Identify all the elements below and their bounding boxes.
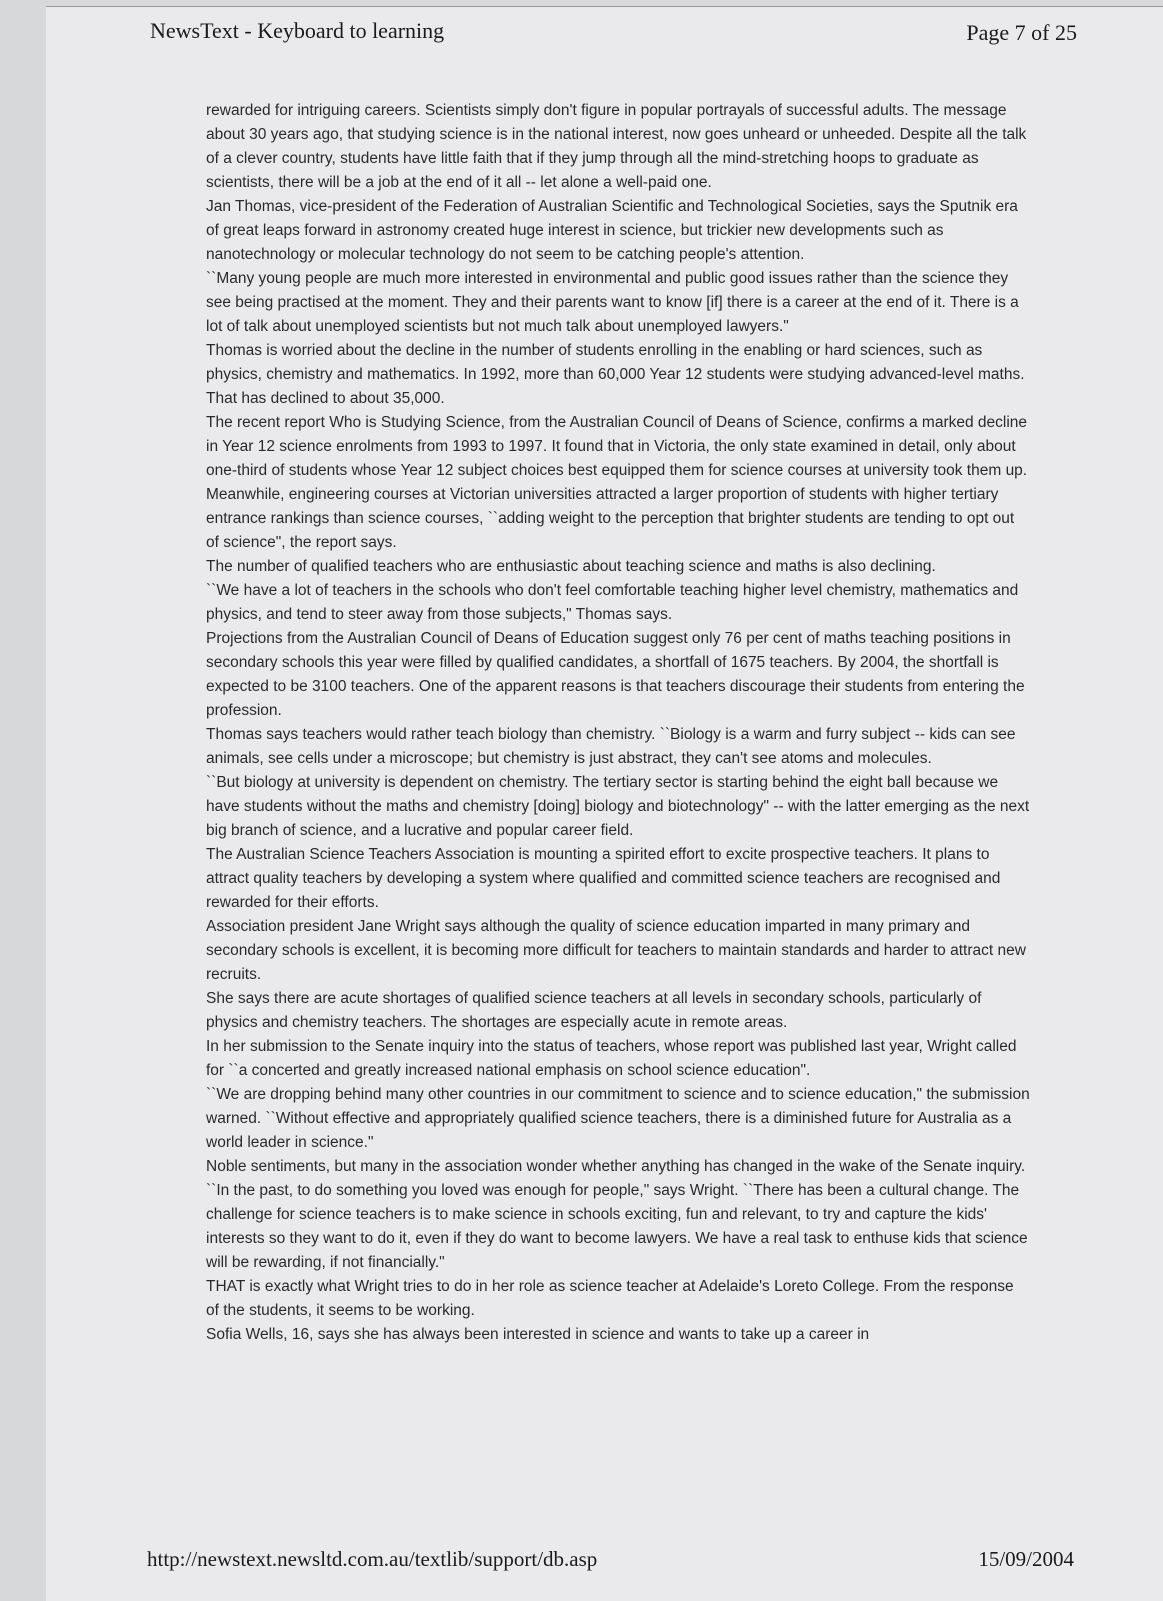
article-paragraph: Thomas is worried about the decline in the number of students enrolling in the enabling or hard sciences, such as physics, chemistry and mathematics. In 1992, more than 60,000 Year 12 students were studying advanced-level maths. That has declined to about 35,000. <box>206 342 1025 407</box>
article-paragraph: Association president Jane Wright says although the quality of science education imparted in many primary and secondary schools is excellent, it is becoming more difficult for teachers to maintain standards and harder to attract new recruits. <box>206 918 1026 983</box>
article-paragraph: She says there are acute shortages of qualified science teachers at all levels in secondary schools, particularly of physics and chemistry teachers. The shortages are especially acute in remote areas. <box>206 990 982 1031</box>
document-header-title: NewsText - Keyboard to learning <box>150 18 445 43</box>
article-paragraph: ``In the past, to do something you loved was enough for people," says Wright. ``There has been a cultural change. The challenge for science teachers is to make science in schools exciting, fun and relevant, to try and capture the kids' interests so they want to do it, even if they do want to become lawyers. We have a real task to enthuse kids that science will be rewarding, if not financially." <box>206 1182 1028 1271</box>
article-paragraph: ``Many young people are much more interested in environmental and public good issues rather than the science they see being practised at the moment. They and their parents want to know [if] there is a career at the end of it. There is a lot of talk about unemployed scientists but not much talk about unemployed lawyers." <box>206 270 1019 335</box>
article-paragraph: Projections from the Australian Council of Deans of Education suggest only 76 per cent of maths teaching positions in secondary schools this year were filled by qualified candidates, a shortfall of 1675 teachers. By 2004, the shortfall is expected to be 3100 teachers. One of the apparent reasons is that teachers discourage their students from entering the profession. <box>206 630 1025 719</box>
article-paragraph: rewarded for intriguing careers. Scientists simply don't figure in popular portrayals of successful adults. The message about 30 years ago, that studying science is in the national interest, now goes unheard or unheeded. Despite all the talk of a clever country, students have little faith that if they jump through all the mind-stretching hoops to graduate as scientists, there will be a job at the end of it all -- let alone a well-paid one. <box>206 102 1027 191</box>
article-paragraph: Noble sentiments, but many in the association wonder whether anything has changed in the wake of the Senate inquiry. <box>206 1158 1026 1175</box>
article-paragraph: The number of qualified teachers who are enthusiastic about teaching science and maths is also declining. <box>206 558 936 575</box>
article-paragraph: The Australian Science Teachers Association is mounting a spirited effort to excite prospective teachers. It plans to attract quality teachers by developing a system where qualified and committed science teachers are recognised and rewarded for their efforts. <box>206 846 1001 911</box>
article-paragraph: ``But biology at university is dependent on chemistry. The tertiary sector is starting behind the eight ball because we have students without the maths and chemistry [doing] biology and biotechnology" -- with the latter emerging as the next big branch of science, and a lucrative and popular career field. <box>206 774 1030 839</box>
article-paragraph: ``We have a lot of teachers in the schools who don't feel comfortable teaching higher level chemistry, mathematics and physics, and tend to steer away from those subjects," Thomas says. <box>206 582 1019 623</box>
footer-date: 15/09/2004 <box>978 1547 1074 1571</box>
article-paragraph: ``We are dropping behind many other countries in our commitment to science and to science education," the submission warned. ``Without effective and appropriately qualified science teachers, there is a diminished future for Australia as a world leader in science." <box>206 1086 1030 1151</box>
footer-url: http://newstext.newsltd.com.au/textlib/support/db.asp <box>147 1547 598 1571</box>
article-paragraph: Sofia Wells, 16, says she has always been interested in science and wants to take up a career in <box>206 1326 870 1343</box>
page-number: Page 7 of 25 <box>966 20 1077 45</box>
article-paragraph: THAT is exactly what Wright tries to do in her role as science teacher at Adelaide's Loreto College. From the response of the students, it seems to be working. <box>206 1278 1014 1319</box>
article-paragraph: The recent report Who is Studying Science, from the Australian Council of Deans of Science, confirms a marked decline in Year 12 science enrolments from 1993 to 1997. It found that in Victoria, the only state examined in detail, only about one-third of students whose Year 12 subject choices best equipped them for science courses at university took them up. Meanwhile, engineering courses at Victorian universities attracted a larger proportion of students with higher tertiary entrance rankings than science courses, ``adding weight to the perception that brighter students are tending to opt out of science", the report says. <box>206 414 1028 551</box>
article-paragraph: Jan Thomas, vice-president of the Federation of Australian Scientific and Technological Societies, says the Sputnik era of great leaps forward in astronomy created huge interest in science, but trickier new developments such as nanotechnology or molecular technology do not seem to be catching people's attention. <box>206 198 1018 263</box>
article-paragraph: Thomas says teachers would rather teach biology than chemistry. ``Biology is a warm and furry subject -- kids can see animals, see cells under a microscope; but chemistry is just abstract, they can't see atoms and molecules. <box>206 726 1016 767</box>
article-body <box>206 99 1030 1347</box>
article-paragraph: In her submission to the Senate inquiry into the status of teachers, whose report was published last year, Wright called for ``a concerted and greatly increased national emphasis on school science education". <box>206 1038 1017 1079</box>
